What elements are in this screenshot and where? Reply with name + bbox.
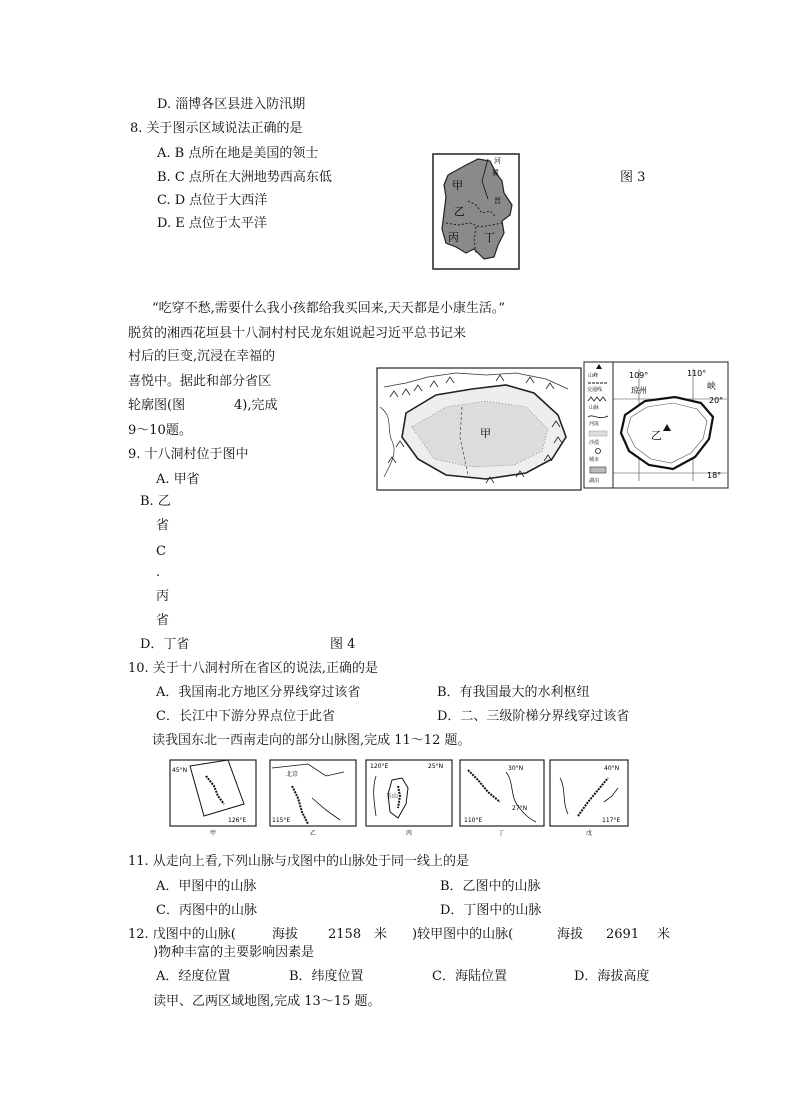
mountain-map-bing-lon: 120°E — [370, 763, 389, 770]
passage-line-3: 村后的巨变,沉浸在幸福的 — [128, 349, 276, 364]
q12-option-b: B．纬度位置 — [289, 969, 364, 984]
figure-3-label-he: 河 — [494, 157, 501, 165]
q10-option-d: D．二、三级阶梯分界线穿过该省 — [437, 709, 630, 724]
q12-stem-part1: 12. 戊图中的山脉( — [128, 927, 236, 942]
mountain-map-yi-lon: 115°E — [272, 817, 291, 824]
figure-4-label-jia: 甲 — [480, 427, 491, 440]
q10-option-c: C．长江中下游分界点位于此省 — [156, 709, 335, 724]
figure-3-label-ding: 丁 — [484, 231, 495, 244]
q12-option-a: A．经度位置 — [156, 969, 231, 984]
legend-desert-label: 沙漠 — [589, 440, 600, 446]
mountain-map-yi-beijing: 北京 — [286, 771, 299, 778]
q11-stem: 11. 从走向上看,下列山脉与戊图中的山脉处于同一线上的是 — [128, 854, 469, 869]
mountain-map-jia-lat: 45°N — [172, 767, 188, 774]
city-label: 琼州 — [631, 386, 647, 395]
q11-option-c: C．丙图中的山脉 — [156, 903, 257, 918]
q12-stem-part6: 海拔 — [557, 927, 584, 942]
mountain-map-ding-caption: 丁 — [498, 830, 505, 836]
passage-line-4: 喜悦中。据此和部分省区 — [128, 374, 272, 389]
mountain-map-ding — [458, 758, 546, 836]
mountain-map-yi-caption: 乙 — [310, 830, 317, 836]
mountain-map-bing-yushan: 玉山 — [386, 793, 399, 800]
passage-line-2: 脱贫的湘西花垣县十八洞村村民龙东姐说起习近平总书记来 — [128, 326, 467, 341]
figure-4-label-yi: 乙 — [651, 429, 662, 442]
figure-4-right-map — [583, 361, 729, 489]
mountain-map-bing-lat: 25°N — [428, 763, 444, 770]
legend-river-label: 河流 — [589, 421, 600, 427]
intro-11-12: 读我国东北一西南走向的部分山脉图,完成 11～12 题。 — [152, 733, 471, 748]
passage-quote: “吃穿不愁,需要什么我小孩都给我买回来,天天都是小康生活。” — [152, 301, 506, 316]
q11-option-b: B．乙图中的山脉 — [440, 879, 541, 894]
q12-stem-part7: 2691 — [606, 927, 640, 942]
q12-stem-part8: 米 — [657, 927, 671, 942]
mountain-map-bing-caption: 丙 — [406, 830, 413, 836]
mountain-map-jia-lon: 126°E — [228, 817, 247, 824]
strait-label: 峡 — [707, 382, 717, 392]
q12-stem-part4: 米 — [374, 927, 388, 942]
q10-stem: 10. 关于十八洞村所在省区的说法,正确的是 — [128, 661, 378, 676]
figure-3-label-yi: 乙 — [454, 205, 465, 218]
q8-option-d: D. E 点位于太平洋 — [157, 216, 267, 231]
mountain-map-wu-caption: 戊 — [586, 830, 593, 836]
passage-line-5b: 4),完成 — [234, 398, 278, 413]
figure-3-label-bing: 丙 — [448, 231, 459, 244]
mountain-map-ding-lat2: 27°N — [512, 805, 528, 812]
q12-stem-line2: )物种丰富的主要影响因素是 — [153, 945, 315, 960]
q9-option-b-part1: B. 乙 — [140, 494, 171, 509]
legend-traffic-label: 交通线 — [587, 387, 603, 393]
passage-line-6: 9～10题。 — [128, 423, 192, 438]
q11-option-d: D．丁图中的山脉 — [440, 903, 542, 918]
q12-stem-part2: 海拔 — [272, 927, 299, 942]
legend-desert-icon — [589, 431, 607, 436]
legend-lake-icon — [590, 467, 606, 473]
lat-18-label: 18° — [707, 471, 722, 480]
q7-option-d: D. 淄博各区县进入防汛期 — [157, 97, 306, 112]
legend-lake-label: 湖泊 — [589, 478, 600, 484]
figure-3-label: 图 3 — [620, 170, 646, 185]
q9-option-c-part3: 丙 — [156, 589, 170, 604]
figure-3-label-jin: 晋 — [494, 197, 501, 205]
intro-13-15: 读甲、乙两区域地图,完成 13～15 题。 — [153, 994, 381, 1009]
mountain-map-ding-lat: 30°N — [508, 765, 524, 772]
mountain-map-wu-lat: 40°N — [604, 765, 620, 772]
lat-20-label: 20° — [709, 396, 724, 405]
q8-option-b: B. C 点所在大洲地势西高东低 — [157, 170, 332, 185]
q12-stem-part5: )较甲图中的山脉( — [412, 927, 514, 942]
mountain-map-jia — [168, 758, 258, 836]
q9-option-d: D．丁省 — [140, 637, 190, 652]
mountain-map-yi — [268, 758, 358, 836]
q12-option-d: D．海拔高度 — [574, 969, 650, 984]
q10-option-a: A．我国南北方地区分界线穿过该省 — [156, 685, 361, 700]
mountain-map-jia-caption: 甲 — [210, 830, 217, 836]
q8-option-a: A. B 点所在地是美国的领士 — [157, 146, 319, 161]
lon-110-label: 110° — [687, 369, 707, 378]
mountain-map-bing — [364, 758, 454, 836]
q11-option-a: A．甲图中的山脉 — [156, 879, 257, 894]
figure-3-label-ji: 冀 — [492, 169, 499, 177]
passage-line-5a: 轮廓图(图 — [128, 398, 186, 413]
q8-stem: 8. 关于图示区域说法正确的是 — [130, 121, 303, 136]
q10-option-b: B．有我国最大的水利枢纽 — [437, 685, 590, 700]
q9-option-c-part2: . — [156, 565, 161, 580]
mountain-map-wu-lon: 117°E — [602, 817, 621, 824]
q12-option-c: C．海陆位置 — [432, 969, 507, 984]
mountain-map-ding-lon: 110°E — [464, 817, 483, 824]
q9-option-b-part2: 省 — [156, 518, 170, 533]
lon-109-label: 109° — [629, 371, 649, 380]
q9-stem: 9. 十八洞村位于图中 — [128, 447, 249, 462]
q9-option-a: A. 甲省 — [156, 472, 200, 487]
mountain-map-wu — [548, 758, 630, 836]
figure-3-label-jia: 甲 — [452, 179, 463, 192]
figure-4-left-map — [376, 367, 582, 491]
q9-option-c-part1: C — [156, 544, 166, 559]
legend-peak-label: 山峰 — [588, 373, 599, 379]
figure-4-label: 图 4 — [330, 637, 356, 652]
q9-option-c-part4: 省 — [156, 613, 170, 628]
q12-stem-part3: 2158 — [328, 927, 362, 942]
q8-option-c: C. D 点位于大西洋 — [157, 193, 268, 208]
legend-city-label: 城市 — [589, 457, 600, 463]
legend-mountain-label: 山脉 — [589, 405, 600, 411]
figure-3-map — [432, 153, 520, 270]
